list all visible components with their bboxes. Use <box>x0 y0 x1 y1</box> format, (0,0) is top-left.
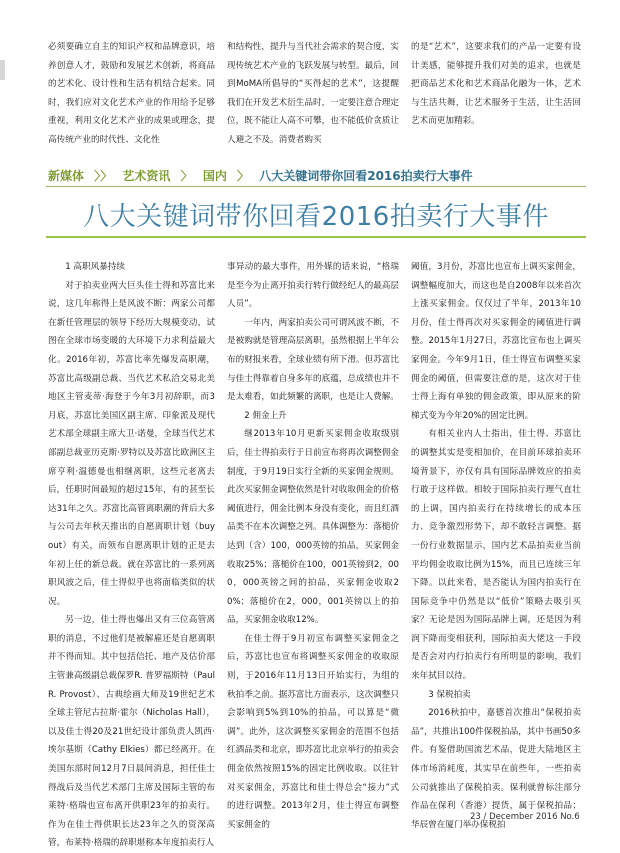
paragraph: 阈值，3月份，苏富比也宣布上调买家佣金，调整幅度加大，而这也是自2008年以来首次上涨买家佣金。仅仅过了半年，2013年10月份，佳士得再次对买家佣金的阈值进行调整。2015年1月27日，苏富比宣布也上调买家佣金。今年9月1日，佳士得宣布调整买家佣金的阈值，但需要注意的是，这次对于佳士得上海有单独的佣金政策，即从原来的阶梯式变为今年20%的固定比例。 <box>411 262 581 421</box>
article-column-2 <box>227 258 399 834</box>
breadcrumb <box>48 167 588 184</box>
breadcrumb-separator: 〉 <box>237 169 250 183</box>
paragraph: 必须要确立自主的知识产权和品牌意识，培养创意人才，鼓励和发展艺术创新，将商品的艺术化、设计性和生活有机结合起来。同时，我们应对文化艺术产业的作用给予足够重视，利用文化艺术产业的成果或理念，提高传统产业的时代性、文化性 <box>48 42 215 145</box>
divider <box>46 236 586 238</box>
article-column-3 <box>411 258 581 834</box>
top-column-1 <box>48 38 215 150</box>
breadcrumb-item-art-news[interactable]: 艺术资讯 <box>122 169 171 183</box>
breadcrumb-item-new-media[interactable]: 新媒体 <box>48 169 85 183</box>
page-edge-mark <box>0 60 5 80</box>
paragraph: 事异动的最大事件，用外媒的话来说，“格瑞是至今为止离开拍卖行转行做经纪人的最高层人员”。 <box>227 262 399 310</box>
divider <box>46 186 586 187</box>
paragraph: 有相关业内人士指出，佳士得、苏富比的调整其实是变相加价，在目前环球拍卖环境背景下，亦仅有具有国际品牌效应的拍卖行敢于这样做。相较于国际拍卖行理气直壮的上调，国内拍卖行在持续增长的成本压力、竞争激烈形势下，却不敢轻言调整。据一份行业数据显示，国内艺术品拍卖业当前平均佣金收取比例为15%，而且已连续三年下降。以此来看，是否能认为国内拍卖行在国际竞争中仍然是以“低价”策略去吸引买家？无论是因为国际品牌上调，还是因为利润下降而变相获利，国际拍卖大佬这一手段是否会对内行拍卖行有所明显的影响，我们来年拭目以待。 <box>411 429 581 682</box>
paragraph: 一年内，两家拍卖公司可谓风波不断，不是被购就是管理高层离职，虽然根据上半年公布的财报来看，全球业绩有所下滑。但苏富比与佳士得靠着自身多年的底蕴，总成绩也并不是太难看，如此频繁的离职，也是让人费解。 <box>227 317 399 403</box>
page-folio: 23 / December 2016 No.6 <box>470 812 580 822</box>
breadcrumb-item-current: 八大关键词带你回看2016拍卖行大事件 <box>259 169 473 183</box>
top-column-3 <box>411 38 581 131</box>
article-column-1 <box>48 258 215 853</box>
article-title: 八大关键词带你回看2016拍卖行大事件 <box>83 202 549 232</box>
section-heading: 3 保税拍卖 <box>428 689 471 700</box>
paragraph: 的是“艺术”，这要求我们的产品一定要有设计美感，能够提升我们对美的追求，也就是把商品艺术化和艺术商品化融为一体，艺术与生活共舞，让艺术服务于生活，让生活回艺术而更加精彩。 <box>411 42 581 127</box>
breadcrumb-item-domestic[interactable]: 国内 <box>202 169 227 183</box>
paragraph: 继2013年10月更新买家佣金收取级别后，佳士得拍卖行于日前宣布将再次调整佣金制度，于9月19日实行全新的买家佣金规则。此次买家佣金调整依然是针对收取佣金的价格阈值进行，佣金比例本身没有变化，而且红酒品类不在本次调整之列。具体调整为：落槌价达到（含）100，000英镑的拍品，买家佣金收取25%；落槌价在100，001英镑到2，000，000英镑之间的拍品，买家佣金收取20%；落槌价在2，000，001英镑以上的拍品，买家佣金收取12%。 <box>227 429 399 626</box>
paragraph: 和结构性，提升与当代社会需求的契合度，实现传统艺术产业的飞跃发展与转型。最后，回到MoMA所倡导的“买得起的艺术”，这提醒我们在开发艺术衍生品时，一定要注意合理定位，既不能让人高不可攀，也不能低价贪质让人避之不及。消费者购买 <box>227 42 399 145</box>
paragraph: 对于拍卖业两大巨头佳士得和苏富比来说，这几年称得上是风波不断：两家公司都在新任管理层的领导下经历大规模变动，试图在全球市场变暖的大环境下力求利益最大化。2016年初，苏富比率先爆发高职潮，苏富比高级副总裁、当代艺术私洽交易北美地区主管麦蒂·海登于今年3月初辞职，而3月底，苏富比美国区副主席、印象派及现代艺术部全球副主席大卫·诺曼，全球当代艺术部副总裁亚历克斯·罗特以及苏富比欧洲区主席亨利·温德曼也相继离职，这些元老离去后，任职时间最短的超过15年，有的甚至长达31年之久。苏富比高管离职潮的背后大多与公司去年秋天推出的自愿离职计划（buyout）有关，而领布自愿离职计划的正是去年初上任的新总裁。就在苏富比的一系列离职风波之后，佳士得似乎也将面临类似的状况。 <box>48 280 215 607</box>
paragraph: 2016秋拍中，嘉德首次推出“保税拍卖品”，共推出100件保税拍品，其中书画50多件。有鉴借助国流艺术品，促进大陆地区主体市场消耗度，其实早在前些年，一些拍卖公司就推出了保税拍卖。保利就曾标注部分作品在保利（香港）提货，属于保税拍品；华辰曾在厦门举办保税拍 <box>411 708 581 830</box>
section-heading: 2 佣金上升 <box>244 410 287 421</box>
paragraph: 在佳士得于9月初宣布调整买家佣金之后，苏富比也宣布将调整买家佣金的收取原则，于2016年11月13日开始实行，为组的秋拍季之前。据苏富比方面表示，这次调整只会影响到5%到10%的拍品，可以算是“微调”。此外，这次调整买家佣金的范围不包括红酒品类和北京，即苏富比北京举行的拍卖会佣金依然按照15%的固定比例收取。以往针对买家佣金，苏富比和佳士得总会“接力”式的进行调整。2013年2月，佳士得宣布调整买家佣金的 <box>227 633 399 830</box>
top-column-2 <box>227 38 399 150</box>
section-heading: 1 高职风暴持续 <box>65 262 125 272</box>
breadcrumb-separator: 〉 <box>180 169 193 183</box>
paragraph: 另一边，佳士得也爆出又有三位高管离职的消息，不过他们是被解雇还是自愿离职并不得而知。其中包括信托、地产及估价部主管兼高级副总裁保罗R. 普罗福斯特（Paul R. Provost）、古典绘画大师及19世纪艺术全球主管尼古拉斯·霍尔（Nicholas Hall），以及佳士得20及21世纪设计部负责人凯西·埃尔基斯（Cathy Elkies）都已经离开。在美国东部时间12月7日晨间消息，担任佳士得战后及当代艺术部门主席及国际主管的布莱特·格瑞也宣布离开供职23年的拍卖行。作为在佳士得供职长达23年之久的资深高管，布莱特·格瑞的辞职堪称本年度拍卖行人 <box>48 615 215 849</box>
breadcrumb-separator: 〉〉 <box>94 169 113 183</box>
